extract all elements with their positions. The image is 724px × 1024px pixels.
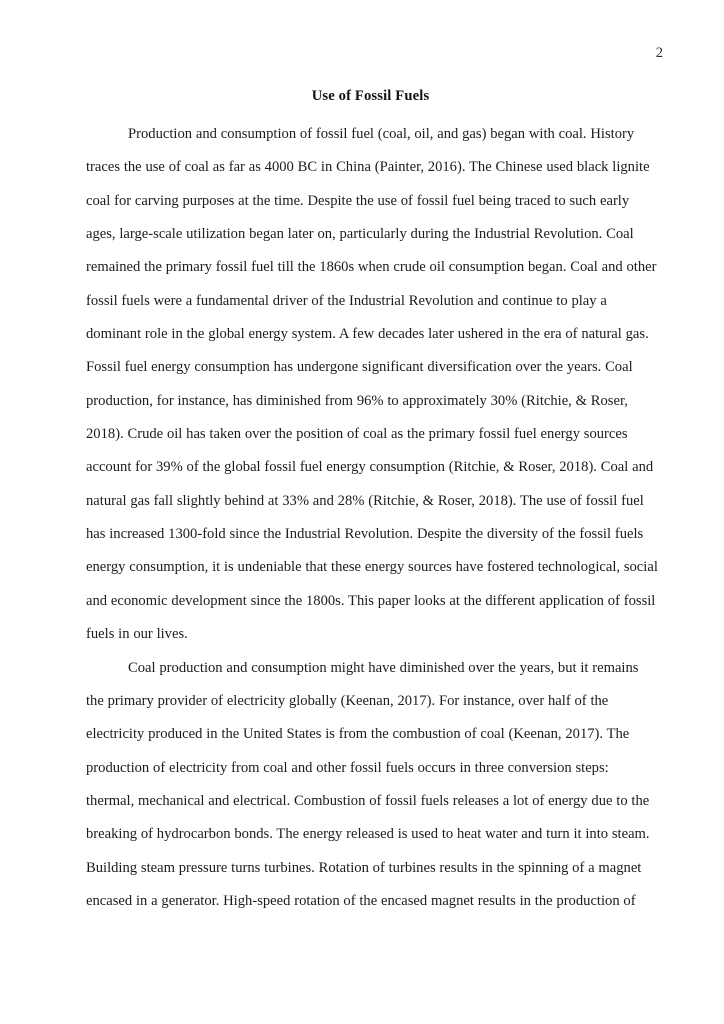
body-paragraph: Coal production and consumption might have diminished over the years, but it remains the primary provider of electricity globally (Keenan, 2017). For instance, over half of the electricity produced in the United States is from the combustion of coal (Keenan, 2017). The production of electricity from coal and other fossil fuels occurs in three conversion steps: thermal, mechanical and electrical. Combustion of fossil fuels releases a lot of energy due to the breaking of hydrocarbon bonds. The energy released is used to heat water and turn it into steam. Building steam pressure turns turbines. Rotation of turbines results in the spinning of a magnet encased in a generator. High-speed rotation of the encased magnet results in the production of — [86, 659, 650, 909]
page-title: Use of Fossil Fuels — [311, 88, 430, 104]
page-number: 2 — [655, 45, 663, 61]
body-paragraph: Production and consumption of fossil fuel (coal, oil, and gas) began with coal. History traces the use of coal as far as 4000 BC in China (Painter, 2016). The Chinese used black lignite coal for carving purposes at the time. Despite the use of fossil fuel being traced to such early ages, large-scale utilization began later on, particularly during the Industrial Revolution. Coal remained the primary fossil fuel till the 1860s when crude oil consumption began. Coal and other fossil fuels were a fundamental driver of the Industrial Revolution and continue to play a dominant role in the global energy system. A few decades later ushered in the era of natural gas. Fossil fuel energy consumption has undergone significant diversification over the years. Coal production, for instance, has diminished from 96% to approximately 30% (Ritchie, & Roser, 2018). Crude oil has taken over the position of coal as the primary fossil fuel energy sources account for 39% of the global fossil fuel energy consumption (Ritchie, & Roser, 2018). Coal and natural gas fall slightly behind at 33% and 28% (Ritchie, & Roser, 2018). The use of fossil fuel has increased 1300-fold since the Industrial Revolution. Despite the diversity of the fossil fuels energy consumption, it is undeniable that these energy sources have fostered technological, social and economic development since the 1800s. This paper looks at the different application of fossil fuels in our lives. — [86, 126, 658, 643]
document-body — [86, 118, 658, 918]
